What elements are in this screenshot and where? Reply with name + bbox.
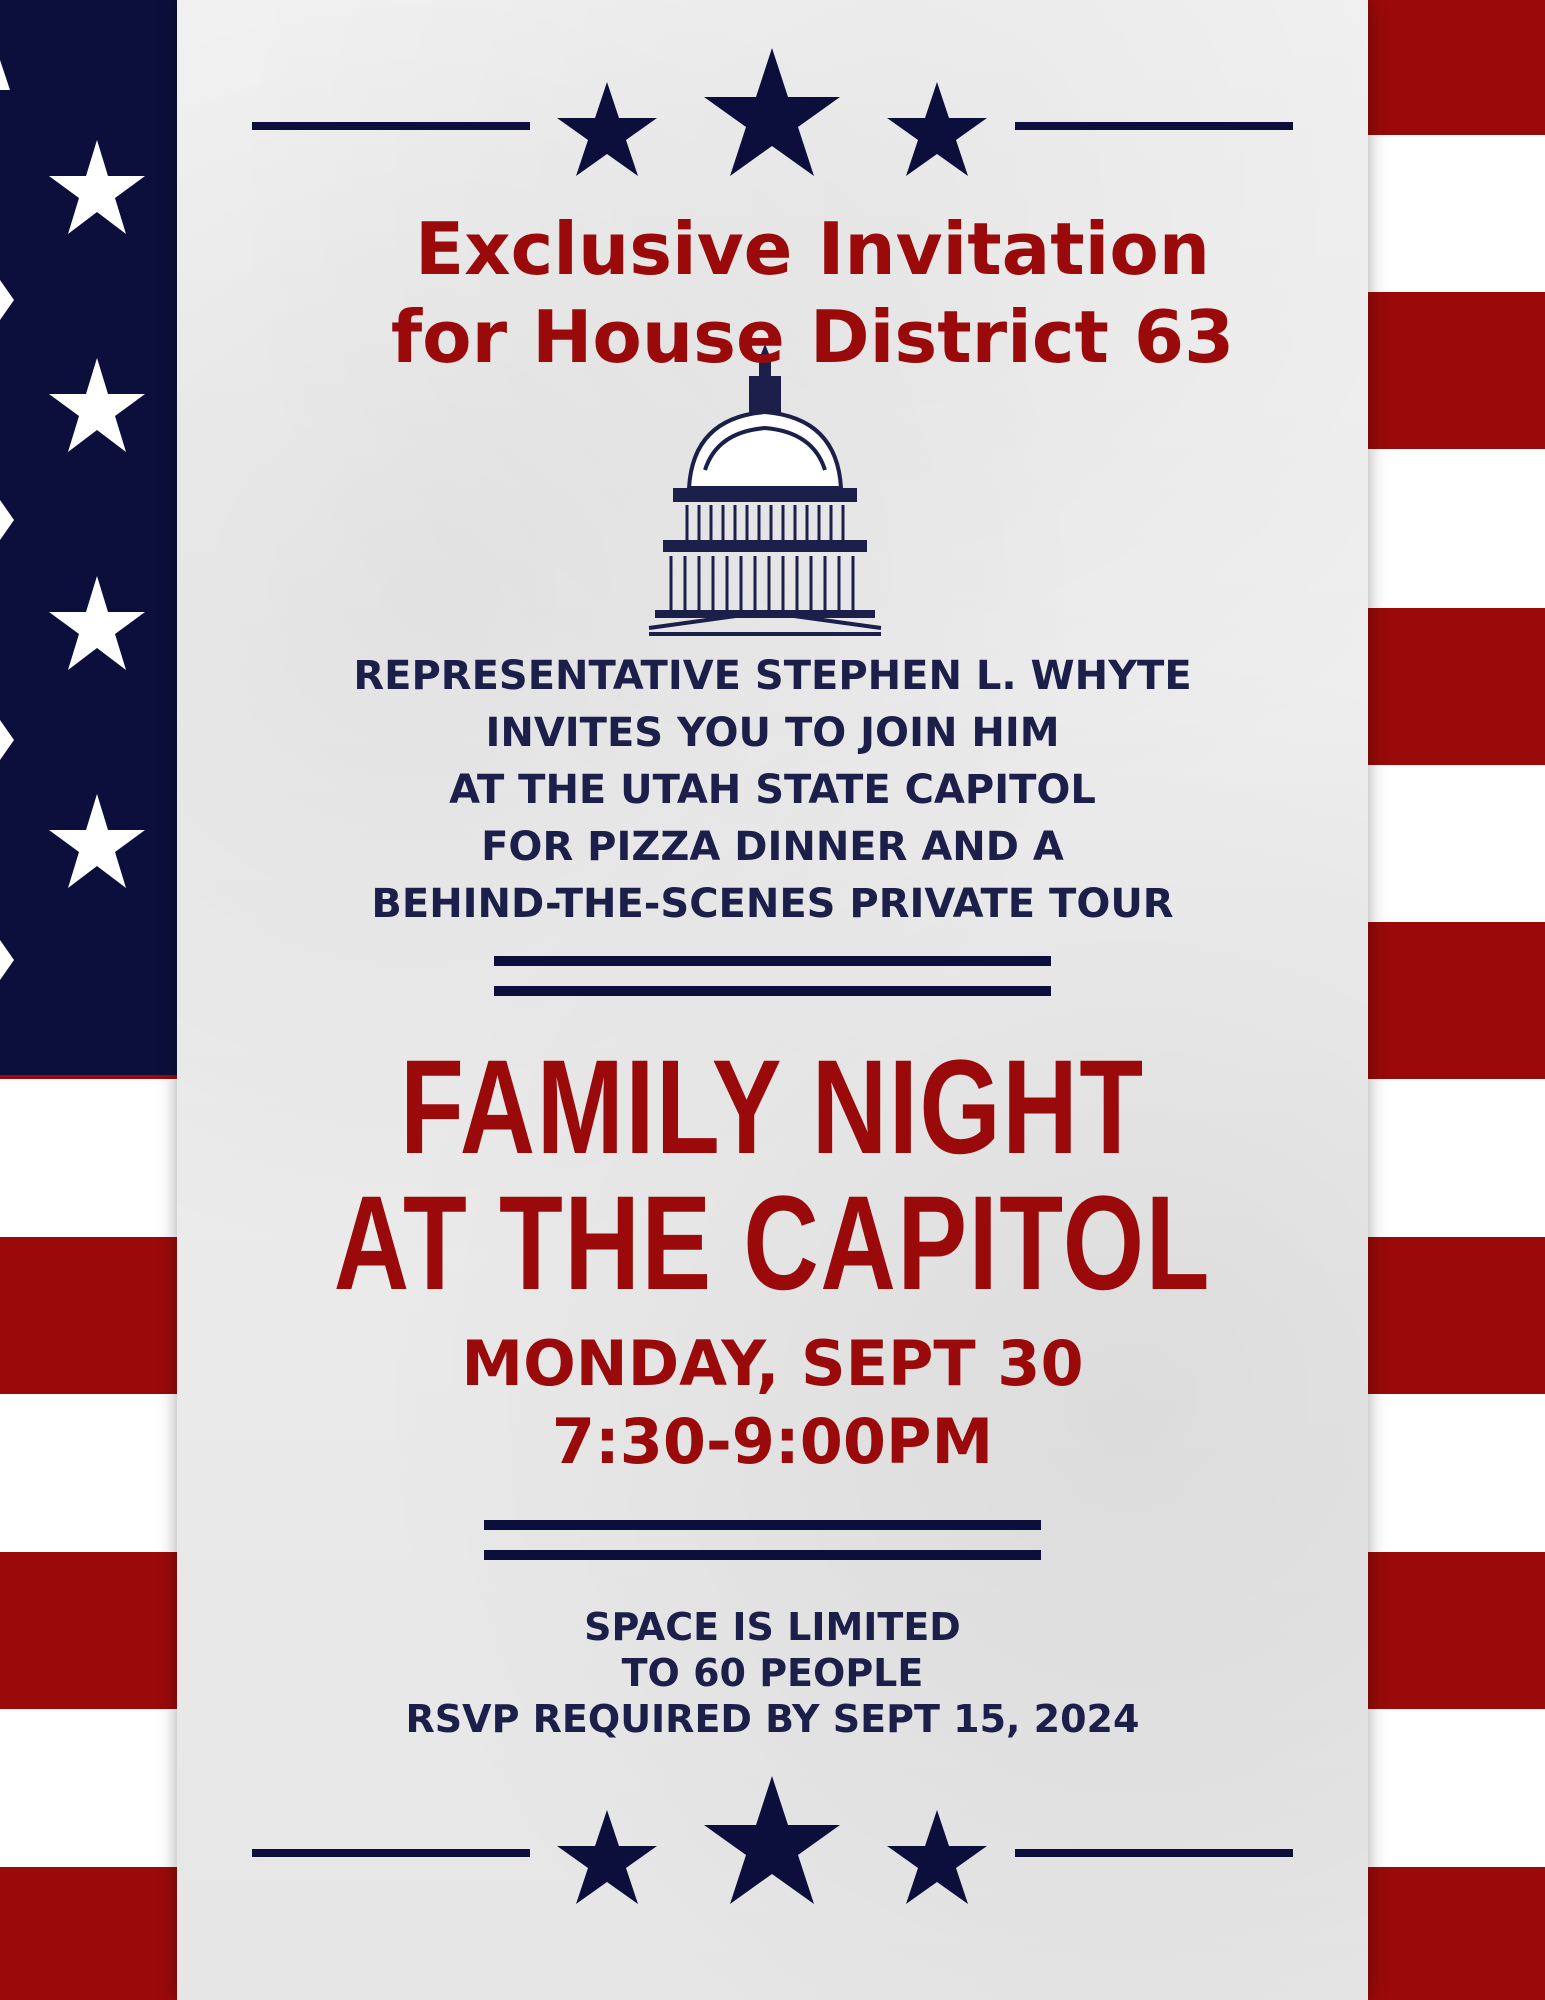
star-icon [887, 82, 987, 176]
rsvp-line: TO 60 PEOPLE [621, 1651, 924, 1695]
star-icon [557, 82, 657, 176]
host-line: BEHIND-THE-SCENES PRIVATE TOUR [371, 881, 1174, 927]
divider-double-line [494, 956, 1051, 996]
invitation-title-line: Exclusive Invitation [414, 207, 1211, 291]
rsvp-info [177, 1604, 1368, 1742]
host-message [177, 648, 1368, 933]
host-line: REPRESENTATIVE STEPHEN L. WHYTE [353, 653, 1192, 699]
event-title [308, 1033, 1237, 1318]
star-icon [557, 1810, 657, 1904]
event-title-line: AT THE CAPITOL [333, 1169, 1212, 1318]
host-line: AT THE UTAH STATE CAPITOL [449, 767, 1096, 813]
event-date: MONDAY, SEPT 30 [461, 1327, 1084, 1400]
star-icon [704, 1776, 840, 1904]
host-line: INVITES YOU TO JOIN HIM [485, 710, 1060, 756]
event-time: 7:30-9:00PM [551, 1405, 994, 1478]
divider-double-line [484, 1520, 1041, 1560]
invitation-title-line: for House District 63 [390, 295, 1235, 379]
event-datetime [177, 1325, 1368, 1481]
invitation-title [217, 205, 1408, 381]
top-stars-ornament [252, 48, 1293, 176]
rsvp-line: SPACE IS LIMITED [584, 1605, 961, 1649]
star-icon [887, 1810, 987, 1904]
star-icon [704, 48, 840, 176]
capitol-dome-icon [649, 344, 881, 634]
host-line: FOR PIZZA DINNER AND A [481, 824, 1064, 870]
rsvp-line: RSVP REQUIRED BY SEPT 15, 2024 [405, 1697, 1140, 1741]
bottom-stars-ornament [252, 1776, 1293, 1904]
invitation-card [177, 0, 1368, 2000]
event-title-line: FAMILY NIGHT [400, 1033, 1145, 1182]
